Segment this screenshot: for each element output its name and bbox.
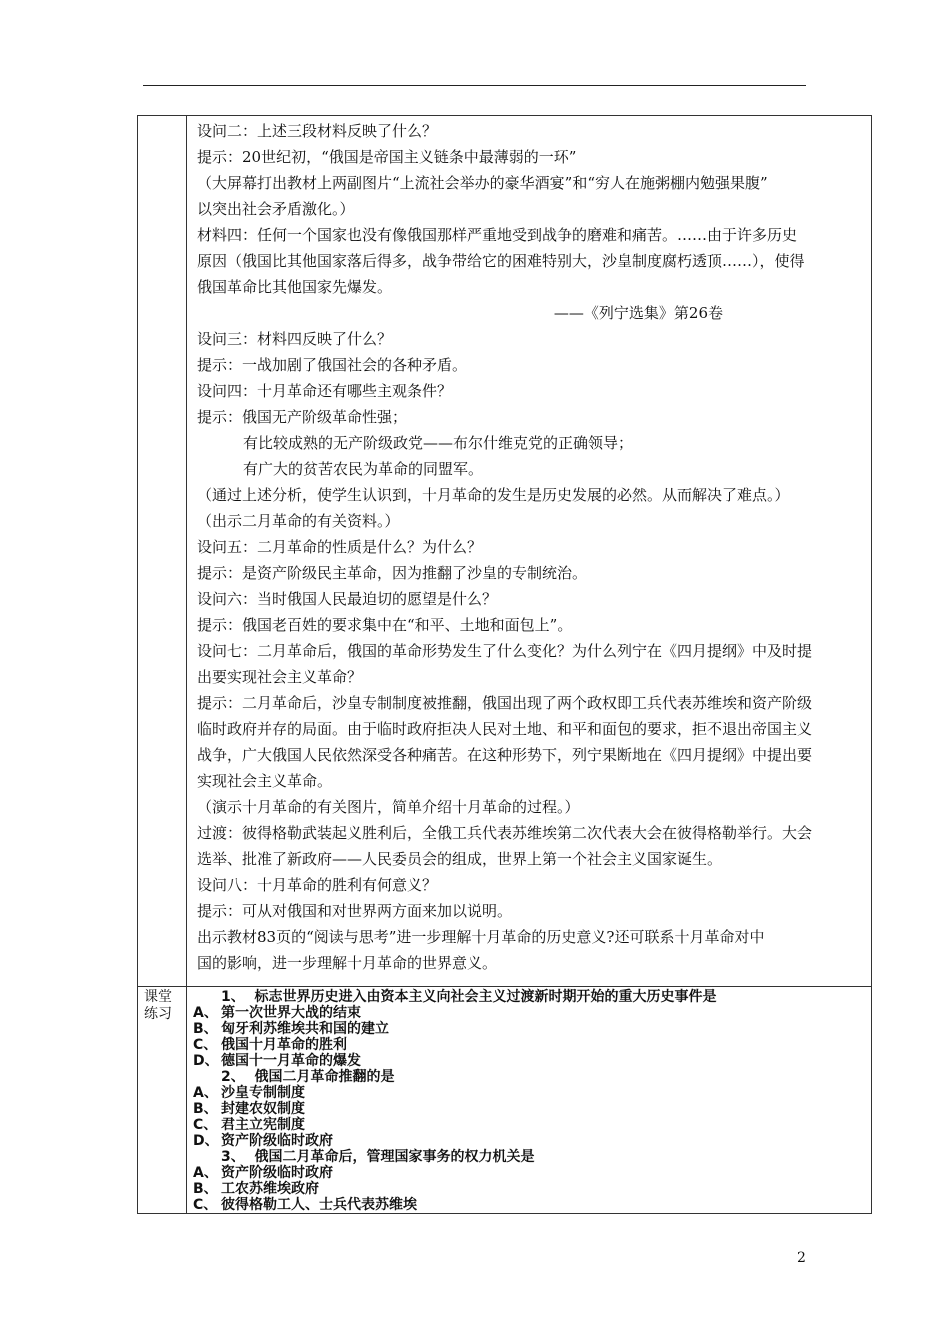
option-text: 彼得格勒工人、士兵代表苏维埃 <box>221 1197 417 1213</box>
text-line: 出示教材83页的“阅读与思考”进一步理解十月革命的历史意义?还可联系十月革命对中 <box>197 928 765 946</box>
text-line: （出示二月革命的有关资料。） <box>197 512 400 530</box>
text-line: 原因（俄国比其他国家落后得多，战争带给它的困难特别大，沙皇制度腐朽透顶……），使得 <box>197 252 805 270</box>
text-line: 提示：可从对俄国和对世界两方面来加以说明。 <box>197 902 513 920</box>
exercise-row <box>138 987 872 1214</box>
option-letter: C、 <box>193 1197 218 1213</box>
text-line: 俄国革命比其他国家先爆发。 <box>197 278 393 296</box>
option-letter: D、 <box>193 1053 219 1069</box>
text-line: 提示：是资产阶级民主革命，因为推翻了沙皇的专制统治。 <box>197 564 588 582</box>
text-line: 提示：俄国无产阶级革命性强； <box>197 408 408 426</box>
option <box>193 1133 865 1149</box>
text-line: 有广大的贫苦农民为革命的同盟军。 <box>243 460 484 478</box>
option-text: 资产阶级临时政府 <box>221 1165 333 1181</box>
text-line: 实现社会主义革命。 <box>197 772 333 790</box>
empty-label-cell <box>138 116 187 987</box>
exercise-label-cell <box>138 987 187 1214</box>
text-line: （大屏幕打出教材上两副图片“上流社会举办的豪华酒宴”和“穷人在施粥棚内勉强果腹” <box>197 174 768 192</box>
label-line: 课堂 <box>144 989 172 1005</box>
option-letter: A、 <box>193 1085 218 1101</box>
label-line: 练习 <box>144 1006 172 1022</box>
option-text: 工农苏维埃政府 <box>221 1181 319 1197</box>
option-letter: D、 <box>193 1133 219 1149</box>
option-text: 德国十一月革命的爆发 <box>221 1053 361 1069</box>
option <box>193 1101 865 1117</box>
option-text: 第一次世界大战的结束 <box>221 1005 361 1021</box>
option-letter: A、 <box>193 1165 218 1181</box>
option-letter: B、 <box>193 1101 218 1117</box>
text-line: 设问六：当时俄国人民最迫切的愿望是什么？ <box>197 590 498 608</box>
option <box>193 1165 865 1181</box>
option <box>193 1021 865 1037</box>
text-line: 提示：俄国老百姓的要求集中在“和平、土地和面包上”。 <box>197 616 573 634</box>
option-text: 封建农奴制度 <box>221 1101 305 1117</box>
text-line: 过渡：彼得格勒武装起义胜利后，全俄工兵代表苏维埃第二次代表大会在彼得格勒举行。大会 <box>197 824 813 842</box>
text-line: 提示：二月革命后，沙皇专制制度被推翻，俄国出现了两个政权即工兵代表苏维埃和资产阶级 <box>197 694 813 712</box>
text-line: 战争，广大俄国人民依然深受各种痛苦。在这种形势下，列宁果断地在《四月提纲》中提出要 <box>197 746 813 764</box>
lesson-table <box>137 115 872 1214</box>
header-rule <box>143 85 806 86</box>
text-line: 以突出社会矛盾激化。） <box>197 200 355 218</box>
option <box>193 1197 865 1213</box>
text-line: 国的影响，进一步理解十月革命的世界意义。 <box>197 954 498 972</box>
option <box>193 1005 865 1021</box>
exercise-cell <box>187 987 872 1214</box>
citation: ——《列宁选集》第26卷 <box>553 304 723 322</box>
option <box>193 1037 865 1053</box>
option-letter: C、 <box>193 1117 218 1133</box>
text-line: （通过上述分析，使学生认识到，十月革命的发生是历史发展的必然。从而解决了难点。） <box>197 486 790 504</box>
question-2: 2、 俄国二月革命推翻的是 <box>221 1069 395 1085</box>
option <box>193 1053 865 1069</box>
text-line: 设问八：十月革命的胜利有何意义？ <box>197 876 438 894</box>
text-line: 选举、批准了新政府——人民委员会的组成，世界上第一个社会主义国家诞生。 <box>197 850 723 868</box>
question-3: 3、 俄国二月革命后，管理国家事务的权力机关是 <box>221 1149 535 1165</box>
text-line: 临时政府并存的局面。由于临时政府拒决人民对土地、和平和面包的要求，拒不退出帝国主义 <box>197 720 813 738</box>
text-line: 设问四：十月革命还有哪些主观条件？ <box>197 382 453 400</box>
option <box>193 1085 865 1101</box>
exercise-content <box>187 987 871 1213</box>
text-line: 提示：20世纪初，“俄国是帝国主义链条中最薄弱的一环” <box>197 148 577 166</box>
option-letter: A、 <box>193 1005 218 1021</box>
text-line: 出要实现社会主义革命？ <box>197 668 363 686</box>
content-cell <box>187 116 872 987</box>
text-line: 设问三：材料四反映了什么？ <box>197 330 393 348</box>
option-letter: B、 <box>193 1021 218 1037</box>
option-letter: C、 <box>193 1037 218 1053</box>
text-line: 设问七：二月革命后，俄国的革命形势发生了什么变化？为什么列宁在《四月提纲》中及时提 <box>197 642 813 660</box>
option-letter: B、 <box>193 1181 218 1197</box>
text-line: 提示：一战加剧了俄国社会的各种矛盾。 <box>197 356 468 374</box>
page-number: 2 <box>797 1250 806 1266</box>
text-line: 设问二：上述三段材料反映了什么？ <box>197 122 438 140</box>
lesson-content <box>187 116 871 986</box>
option-text: 君主立宪制度 <box>221 1117 305 1133</box>
text-line: 材料四：任何一个国家也没有像俄国那样严重地受到战争的磨难和痛苦。……由于许多历史 <box>197 226 798 244</box>
option-text: 沙皇专制制度 <box>221 1085 305 1101</box>
text-line: 设问五：二月革命的性质是什么？为什么？ <box>197 538 483 556</box>
question-1: 1、 标志世界历史进入由资本主义向社会主义过渡新时期开始的重大历史事件是 <box>221 989 717 1005</box>
text-line: 有比较成熟的无产阶级政党——布尔什维克党的正确领导； <box>243 434 634 452</box>
text-line: （演示十月革命的有关图片，简单介绍十月革命的过程。） <box>197 798 580 816</box>
option <box>193 1117 865 1133</box>
option-text: 资产阶级临时政府 <box>221 1133 333 1149</box>
option <box>193 1181 865 1197</box>
content-row <box>138 116 872 987</box>
option-text: 俄国十月革命的胜利 <box>221 1037 347 1053</box>
option-text: 匈牙利苏维埃共和国的建立 <box>221 1021 389 1037</box>
exercise-label <box>138 987 186 1023</box>
